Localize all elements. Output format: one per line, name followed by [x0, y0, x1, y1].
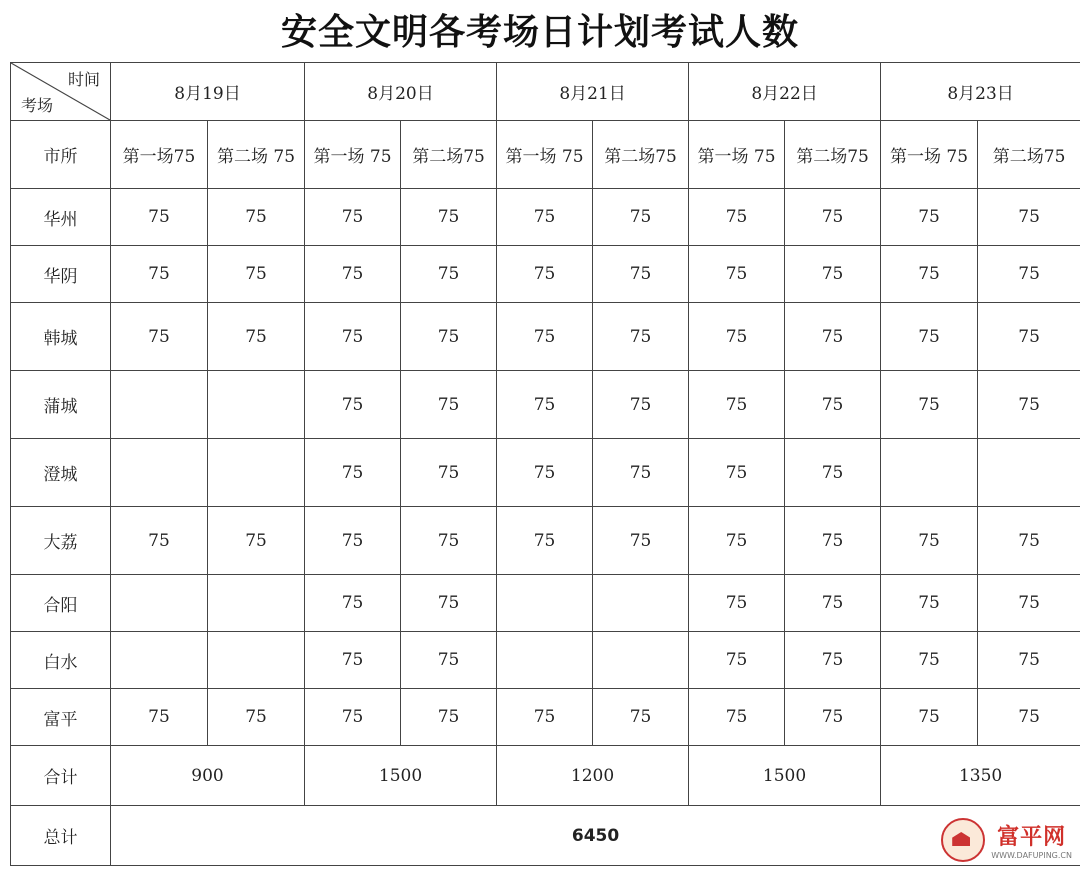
- subtotal-cell: 1350: [881, 746, 1080, 806]
- count-cell: 75: [689, 439, 785, 507]
- count-cell: [497, 632, 593, 689]
- count-cell: 75: [881, 371, 978, 439]
- count-cell: 75: [401, 507, 497, 575]
- count-cell: 75: [881, 632, 978, 689]
- count-cell: 75: [785, 575, 881, 632]
- session-header: 第一场 75: [689, 121, 785, 189]
- count-cell: 75: [111, 507, 208, 575]
- count-cell: [593, 632, 689, 689]
- count-cell: 75: [497, 439, 593, 507]
- count-cell: 75: [978, 189, 1080, 246]
- venue-name: 澄城: [11, 439, 111, 507]
- count-cell: [111, 632, 208, 689]
- count-cell: 75: [208, 246, 305, 303]
- session-header: 第二场75: [785, 121, 881, 189]
- table-row: [11, 189, 1080, 246]
- count-cell: 75: [785, 507, 881, 575]
- count-cell: 75: [689, 632, 785, 689]
- count-cell: 75: [785, 189, 881, 246]
- count-cell: 75: [689, 189, 785, 246]
- session-header: 第二场75: [401, 121, 497, 189]
- count-cell: 75: [689, 371, 785, 439]
- count-cell: 75: [497, 507, 593, 575]
- table-row: [11, 439, 1080, 507]
- count-cell: 75: [401, 246, 497, 303]
- watermark-url: WWW.DAFUPING.CN: [991, 851, 1072, 860]
- count-cell: 75: [401, 189, 497, 246]
- count-cell: 75: [881, 246, 978, 303]
- session-header-row: [11, 121, 1080, 189]
- count-cell: 75: [593, 507, 689, 575]
- count-cell: 75: [305, 371, 401, 439]
- subtotal-label: 合计: [11, 746, 111, 806]
- count-cell: 75: [401, 689, 497, 746]
- count-cell: 75: [305, 303, 401, 371]
- table-row: [11, 689, 1080, 746]
- count-cell: 75: [497, 189, 593, 246]
- session-header: 第一场 75: [305, 121, 401, 189]
- session-header: 第二场 75: [208, 121, 305, 189]
- subtotal-cell: 1500: [689, 746, 881, 806]
- date-header-row: [11, 63, 1080, 121]
- count-cell: 75: [689, 689, 785, 746]
- count-cell: 75: [785, 371, 881, 439]
- count-cell: 75: [689, 303, 785, 371]
- count-cell: [111, 575, 208, 632]
- count-cell: 75: [978, 632, 1080, 689]
- count-cell: [111, 371, 208, 439]
- count-cell: [497, 575, 593, 632]
- count-cell: 75: [881, 507, 978, 575]
- count-cell: 75: [401, 632, 497, 689]
- session-header: 第一场75: [111, 121, 208, 189]
- date-header: 8月19日: [111, 63, 305, 121]
- count-cell: 75: [305, 507, 401, 575]
- count-cell: [208, 439, 305, 507]
- count-cell: 75: [305, 575, 401, 632]
- count-cell: [208, 371, 305, 439]
- count-cell: 75: [978, 507, 1080, 575]
- count-cell: 75: [401, 439, 497, 507]
- exam-schedule-table: [10, 62, 1080, 866]
- session-header: 第二场75: [978, 121, 1080, 189]
- count-cell: 75: [593, 246, 689, 303]
- site-logo-icon: [941, 818, 985, 862]
- count-cell: 75: [497, 371, 593, 439]
- venue-name: 大荔: [11, 507, 111, 575]
- table-row: [11, 632, 1080, 689]
- corner-time-label: 时间: [67, 70, 100, 89]
- table-row: [11, 303, 1080, 371]
- session-header: 第一场 75: [497, 121, 593, 189]
- count-cell: [208, 632, 305, 689]
- count-cell: 75: [689, 246, 785, 303]
- session-header: 第一场 75: [881, 121, 978, 189]
- count-cell: 75: [305, 439, 401, 507]
- count-cell: 75: [785, 303, 881, 371]
- table-row: [11, 246, 1080, 303]
- table-row: [11, 575, 1080, 632]
- count-cell: 75: [208, 303, 305, 371]
- session-header: 第二场75: [593, 121, 689, 189]
- venue-name: 华州: [11, 189, 111, 246]
- grand-total-value: 6450: [111, 806, 1080, 866]
- count-cell: 75: [593, 371, 689, 439]
- count-cell: 75: [208, 689, 305, 746]
- count-cell: 75: [111, 189, 208, 246]
- count-cell: 75: [689, 507, 785, 575]
- count-cell: 75: [881, 303, 978, 371]
- subtotal-cell: 1500: [305, 746, 497, 806]
- count-cell: 75: [593, 439, 689, 507]
- count-cell: 75: [305, 632, 401, 689]
- count-cell: 75: [881, 189, 978, 246]
- venue-name: 韩城: [11, 303, 111, 371]
- count-cell: 75: [305, 246, 401, 303]
- count-cell: 75: [111, 303, 208, 371]
- count-cell: [593, 575, 689, 632]
- grand-total-label: 总计: [11, 806, 111, 866]
- site-watermark: [941, 818, 1072, 862]
- count-cell: [881, 439, 978, 507]
- count-cell: 75: [978, 371, 1080, 439]
- count-cell: 75: [978, 303, 1080, 371]
- count-cell: 75: [305, 689, 401, 746]
- count-cell: 75: [497, 303, 593, 371]
- count-cell: 75: [111, 246, 208, 303]
- corner-venue-label: 考场: [21, 96, 54, 115]
- count-cell: [978, 439, 1080, 507]
- count-cell: 75: [401, 371, 497, 439]
- count-cell: 75: [978, 689, 1080, 746]
- session-row-label: 市所: [11, 121, 111, 189]
- subtotal-cell: 900: [111, 746, 305, 806]
- subtotal-cell: 1200: [497, 746, 689, 806]
- date-header: 8月21日: [497, 63, 689, 121]
- table-row: [11, 507, 1080, 575]
- count-cell: 75: [497, 246, 593, 303]
- venue-name: 富平: [11, 689, 111, 746]
- count-cell: 75: [401, 575, 497, 632]
- date-header: 8月23日: [881, 63, 1080, 121]
- count-cell: [111, 439, 208, 507]
- count-cell: 75: [689, 575, 785, 632]
- count-cell: 75: [593, 689, 689, 746]
- venue-name: 蒲城: [11, 371, 111, 439]
- watermark-name: 富平网: [997, 825, 1067, 850]
- count-cell: 75: [305, 189, 401, 246]
- grand-total-row: [11, 806, 1080, 866]
- count-cell: 75: [978, 575, 1080, 632]
- count-cell: 75: [208, 189, 305, 246]
- count-cell: 75: [593, 303, 689, 371]
- date-header: 8月20日: [305, 63, 497, 121]
- date-header: 8月22日: [689, 63, 881, 121]
- count-cell: 75: [785, 246, 881, 303]
- subtotal-row: [11, 746, 1080, 806]
- count-cell: 75: [111, 689, 208, 746]
- count-cell: 75: [881, 689, 978, 746]
- count-cell: 75: [208, 507, 305, 575]
- table-row: [11, 371, 1080, 439]
- count-cell: 75: [785, 632, 881, 689]
- count-cell: 75: [978, 246, 1080, 303]
- venue-name: 合阳: [11, 575, 111, 632]
- venue-name: 白水: [11, 632, 111, 689]
- count-cell: 75: [881, 575, 978, 632]
- count-cell: 75: [497, 689, 593, 746]
- count-cell: 75: [401, 303, 497, 371]
- count-cell: 75: [785, 689, 881, 746]
- page-title: 安全文明各考场日计划考试人数: [280, 12, 799, 53]
- venue-name: 华阴: [11, 246, 111, 303]
- count-cell: 75: [593, 189, 689, 246]
- count-cell: 75: [785, 439, 881, 507]
- corner-cell: [11, 63, 111, 121]
- count-cell: [208, 575, 305, 632]
